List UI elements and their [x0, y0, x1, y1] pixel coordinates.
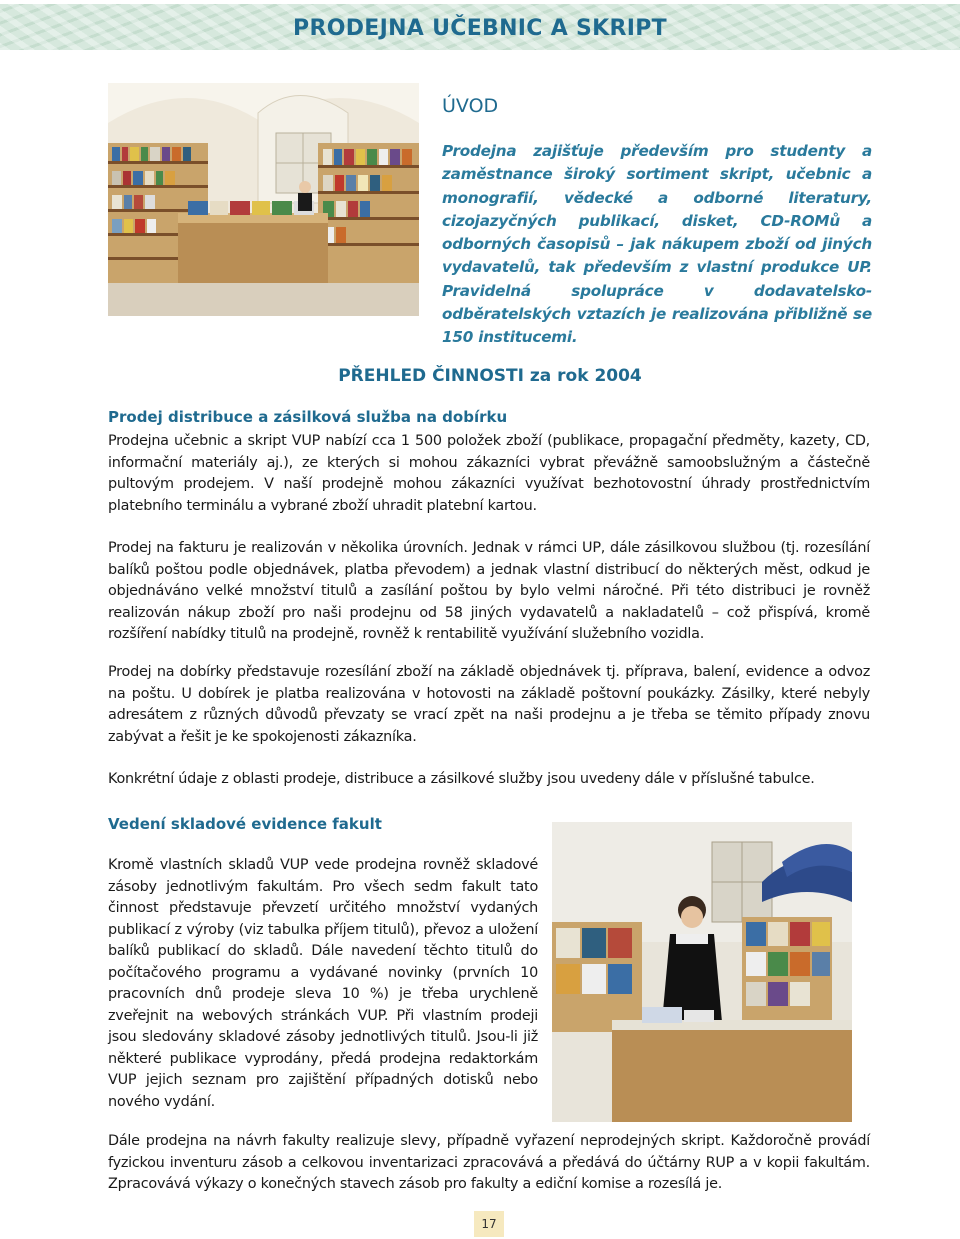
paragraph-faculty-stock: Kromě vlastních skladů VUP vede prodejna rovněž skladové zásoby jednotlivým fakultám. Pro všech sedm fakult tato činnost představuje převzetí určitého množství vydaných publikací z výroby (viz tabulka příjem titulů), převoz a uložení balíků publikací do skladů. Dále navedení těchto titulů do počítačového programu a vydávané novinky (prvních 10 pracovních dnů prodeje sleva 10 %) je třeba urychleně zveřejnit na webových stránkách VUP. Při vlastním prodeji jsou sledovány skladové zásoby jednotlivých titulů. Jsou-li již některé publikace vyprodány, předá prodejna redaktorkám VUP jejich seznam pro zajištění případných dotisků nebo nového vydání. — [108, 857, 538, 1110]
header-banner — [0, 4, 960, 50]
paragraph-data-reference: Konkrétní údaje z oblasti prodeje, distribuce a zásilkové služby jsou uvedeny dále v příslušné tabulce. — [108, 771, 815, 787]
paragraph-cash-on-delivery: Prodej na dobírky představuje rozesílání zboží na základě objednávek tj. příprava, balení, evidence a odvoz na poštu. U dobírek je platba realizována v hotovosti na základě poštovní poukázky. Zásilky, které nebyly adresátem z různých důvodů převzaty se vrací zpět na naši prodejnu a je třeba se těmito případy znovu zabývat a řešit je ke spokojenosti zákazníka. — [108, 664, 870, 745]
subheading-sales-distribution: Prodej distribuce a zásilková služba na dobírku — [108, 408, 508, 426]
subheading-faculty-inventory: Vedení skladové evidence fakult — [108, 815, 382, 833]
intro-heading: ÚVOD — [442, 95, 499, 117]
paragraph-discounts-inventory: Dále prodejna na návrh fakulty realizuje slevy, případně vyřazení neprodejných skript. Každoročně provádí fyzickou inventuru zásob a celkovou inventarizaci zpracovává a předává do účtárny RUP a v kopii fakultám. Zpracovává výkazy o konečných stavech zásob pro fakulty a ediční komise a rozesílá je. — [108, 1133, 870, 1192]
page-title: PRODEJNA UČEBNIC A SKRIPT — [293, 16, 667, 41]
page-number: 17 — [474, 1211, 504, 1237]
paragraph-invoice-sales: Prodej na fakturu je realizován v několika úrovních. Jednak v rámci UP, dále zásilkovou službou (tj. rozesílání balíků poštou podle objednávek, platba převodem) a jednak vlastní distribucí do některých měst, odkud je objednáváno velké množství titulů a zasílání poštou by bylo velmi náročné. Při této distribuci je rovněž realizován nákup zboží pro naši prodejnu od 58 jiných vydavatelů a nakladatelů – což přispívá, kromě rozšíření nabídky titulů na prodejně, rovněž k rentabilitě využívání služebního vozidla. — [108, 540, 870, 642]
paragraph-sales-offer: Prodejna učebnic a skript VUP nabízí cca 1 500 položek zboží (publikace, propagační předměty, kazety, CD, informační materiály aj.), ze kterých si mohou zákazníci vybrat převážně samoobslužným a částečně pultovým prodejem. V naší prodejně mohou zákazníci využívat bezhotovostní úhrady prostřednictvím platebního terminálu a vybrané zboží uhradit platební kartou. — [108, 433, 870, 514]
bookshop-interior-photo — [108, 83, 419, 316]
overview-heading: PŘEHLED ČINNOSTI za rok 2004 — [338, 366, 642, 386]
shop-assistant-photo — [552, 822, 852, 1122]
intro-text: Prodejna zajišťuje především pro studenty a zaměstnance široký sortiment skript, učebnic a monografií, vědecké a odborné literatury, cizojazyčných publikací, disket, CD-ROMů a odborných časopisů – jak nákupem zboží od jiných vydavatelů, tak především z vlastní produkce UP. Pravidelná spolupráce v dodavatelsko-odběratelských vztazích je realizována přibližně se 150 institucemi. — [442, 142, 872, 347]
